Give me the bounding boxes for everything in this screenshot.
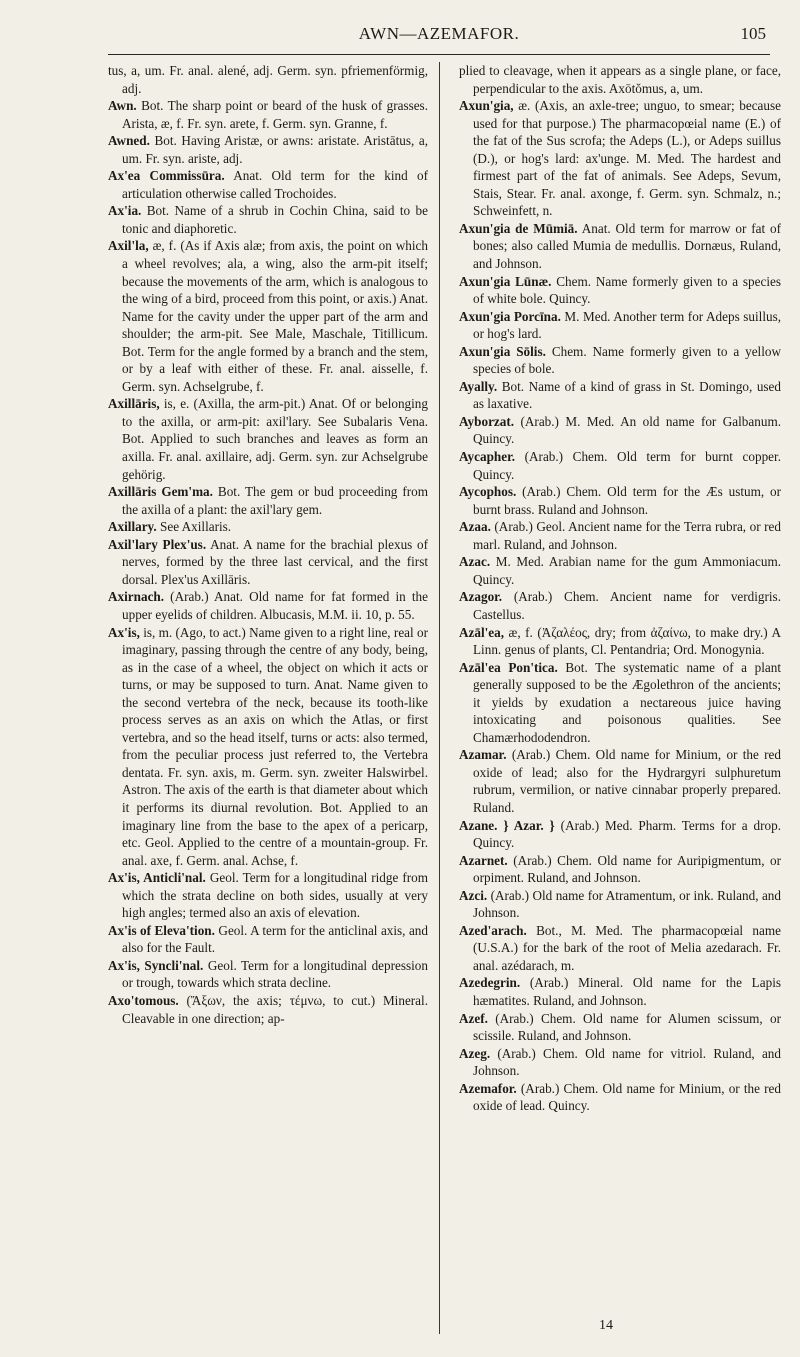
entry-definition: (Arab.) Geol. Ancient name for the Terra rubra, or red marl. Ruland, and Johnson. [473, 519, 781, 552]
dictionary-entry [108, 97, 428, 132]
entry-headword: Axil'la, [108, 238, 149, 254]
page-number: 105 [740, 24, 766, 43]
entry-definition: Bot. The sharp point or beard of the husk of grasses. Arista, æ, f. Fr. syn. arete, f. Germ. syn. Granne, f. [122, 98, 428, 131]
entry-headword: Axillāris, [108, 396, 160, 412]
dictionary-entry [459, 817, 781, 852]
entry-definition: (Arab.) Med. Pharm. Terms for a drop. Quincy. [473, 817, 781, 851]
dictionary-entry [108, 167, 428, 202]
dictionary-entry [108, 957, 428, 992]
entry-headword: Axun'gia Lūnæ. [459, 273, 552, 289]
dictionary-entry [108, 992, 428, 1027]
entry-definition: Chem. Name formerly given to a species of white bole. Quincy. [473, 273, 781, 307]
entry-definition: M. Med. Another term for Adeps suillus, or hog's lard. [473, 308, 782, 342]
entry-headword: Azāl'ea Pon'tica. [459, 659, 558, 675]
entry-definition: æ, f. (As if Axis alæ; from axis, the point on which a wheel revolves; ala, a wing, also the arm-pit itself; because the movements of the arm, which is analogous to the wing of a bird, proceed from this point, or axis.) Anat. Name for the cavity under the upper part of the arm and shoulder; the arm-pit. See Male, Maschale, Titillicum. Bot. Term for the angle formed by a branch and the stem, or by a leaf with either of these. Fr. anal. aisselle, f. Germ. syn. Achselgrube, f. [122, 238, 428, 394]
entry-definition: Geol. Term for a longitudinal ridge from which the strata decline on both sides, usually at very high angles; termed also an axis of elevation. [122, 870, 429, 921]
dictionary-entry [108, 62, 428, 97]
entry-headword: Azac. [459, 554, 491, 570]
entry-definition: (Arab.) Chem. Old name for Auripigmentum, or orpiment. Ruland, and Johnson. [473, 852, 781, 886]
entry-headword: Ax'is, Anticli'nal. [108, 870, 206, 886]
entry-headword: Ax'is of Eleva'tion. [108, 922, 215, 938]
entry-headword: Axun'gia, [459, 98, 514, 114]
entry-headword: Axil'lary Plex'us. [108, 536, 207, 552]
dictionary-entry [108, 132, 428, 167]
left-column [108, 62, 428, 1027]
entry-headword: Azci. [459, 887, 488, 903]
dictionary-entry [108, 395, 428, 483]
entry-definition: (Ἄξων, the axis; τέμνω, to cut.) Mineral. Cleavable in one direction; ap- [122, 992, 428, 1026]
dictionary-entry [459, 624, 781, 659]
dictionary-entry [459, 1080, 781, 1115]
entry-definition: Bot. The gem or bud proceeding from the axilla of a plant: the axil'lary gem. [122, 484, 428, 517]
dictionary-entry [108, 624, 428, 870]
dictionary-entry [459, 852, 781, 887]
entry-definition: (Arab.) Chem. Old name for Alumen scissum, or scissile. Ruland, and Johnson. [473, 1010, 781, 1044]
entry-definition: (Arab.) M. Med. An old name for Galbanum. Quincy. [473, 413, 781, 447]
entry-definition: M. Med. Arabian name for the gum Ammoniacum. Quincy. [473, 554, 781, 587]
entry-definition: (Arab.) Old name for Atramentum, or ink. Ruland, and Johnson. [473, 887, 781, 921]
entry-headword: Azāl'ea, [459, 624, 505, 640]
dictionary-entry [459, 553, 781, 588]
dictionary-entry [108, 237, 428, 395]
entry-definition: Geol. A term for the anticlinal axis, and also for the Fault. [122, 922, 428, 956]
dictionary-entry [459, 273, 781, 308]
entry-definition: See Axillaris. [156, 519, 232, 535]
entry-headword: Azemafor. [459, 1080, 517, 1096]
entry-headword: Azeg. [459, 1045, 491, 1061]
entry-headword: Ax'is, Syncli'nal. [108, 957, 204, 973]
entry-definition: (Arab.) Chem. Old term for burnt copper. Quincy. [473, 449, 781, 482]
entry-definition: æ. (Axis, an axle-tree; unguo, to smear; because used for that purpose.) The pharmacopœial name (E.) of the fat of the Sus scrofa; the Adeps (L.), or Adeps suillus (D.), or hog's lard: ax'unge. M. Med. The hardest and firmest part of the fat of animals. See Adeps, Sevum, Stais, Stear. Fr. anal. axonge, f. Germ. syn. Schmalz, n.; Schweinfett, n. [473, 98, 781, 219]
right-column [459, 62, 781, 1115]
dictionary-entry [459, 308, 781, 343]
entry-headword: Azaa. [459, 519, 491, 535]
dictionary-entry [459, 974, 781, 1009]
entry-definition: Bot., M. Med. The pharmacopœial name (U.S.A.) for the bark of the root of Melia azedarach. Fr. anal. azédarach, m. [473, 922, 781, 973]
dictionary-entry [459, 1045, 781, 1080]
dictionary-entry [459, 887, 781, 922]
entry-definition: Bot. The systematic name of a plant generally supposed to be the Ægolethron of the ancients; it yields by exudation a nectareous juice having intoxicating and poisonous qualities. See Chamærhododendron. [473, 659, 781, 745]
entry-definition: Anat. Old term for the kind of articulation otherwise called Trochoides. [122, 168, 428, 201]
dictionary-entry [108, 202, 428, 237]
entry-definition: Bot. Name of a shrub in Cochin China, said to be tonic and diaphoretic. [122, 203, 428, 236]
entry-definition: (Arab.) Mineral. Old name for the Lapis hæmatites. Ruland, and Johnson. [473, 975, 781, 1008]
entry-headword: Axun'gia Porcīna. [459, 308, 561, 324]
dictionary-entry [459, 588, 781, 623]
entry-headword: Awn. [108, 98, 137, 114]
dictionary-entry [459, 448, 781, 483]
entry-definition: Bot. Having Aristæ, or awns: aristate. Aristātus, a, um. Fr. syn. ariste, adj. [122, 133, 428, 166]
entry-headword: Axo'tomous. [108, 992, 179, 1008]
entry-headword: Axun'gia Sōlis. [459, 343, 546, 359]
entry-headword: Axillāris Gem'ma. [108, 484, 213, 500]
entry-headword: Azarnet. [459, 852, 508, 868]
entry-definition: (Arab.) Chem. Old name for Minium, or the red oxide of lead. Quincy. [473, 1080, 781, 1114]
entry-definition: (Arab.) Anat. Old name for fat formed in the upper eyelids of children. Albucasis, M.M. ii. 10, p. 55. [122, 589, 428, 622]
entry-headword: Ax'is, [108, 624, 140, 640]
entry-definition: is, e. (Axilla, the arm-pit.) Anat. Of or belonging to the axilla, or arm-pit: axil'lary. See Subalaris Vena. Bot. Applied to such branches and leaves as form an axilla. Fr. anal. axillaire, adj. Germ. syn. zur Achselgrube gehörig. [122, 396, 428, 482]
entry-definition: Chem. Name formerly given to a yellow species of bole. [473, 343, 781, 377]
column-divider [439, 62, 440, 1334]
dictionary-entry [459, 413, 781, 448]
dictionary-entry [108, 869, 428, 922]
entry-headword: Axillary. [108, 519, 157, 535]
entry-definition: (Arab.) Chem. Ancient name for verdigris. Castellus. [473, 589, 781, 622]
entry-headword: Azamar. [459, 747, 507, 763]
entry-headword: Axun'gia de Mūmiā. [459, 220, 578, 236]
dictionary-entry [459, 220, 781, 273]
dictionary-entry [459, 378, 781, 413]
entry-definition: plied to cleavage, when it appears as a single plane, or face, perpendicular to the axis. Axōtŏmus, a, um. [459, 63, 781, 96]
entry-headword: Axirnach. [108, 589, 165, 605]
entry-headword: Azedegrin. [459, 975, 521, 991]
entry-headword: Azed'arach. [459, 922, 527, 938]
dictionary-entry [459, 62, 781, 97]
entry-headword: Ax'ea Commissūra. [108, 168, 225, 184]
dictionary-entry [108, 922, 428, 957]
entry-definition: Geol. Term for a longitudinal depression or trough, towards which strata decline. [122, 957, 428, 991]
signature-mark: 14 [599, 1318, 613, 1333]
entry-headword: Azagor. [459, 589, 503, 605]
dictionary-entry [108, 518, 428, 536]
dictionary-entry [459, 659, 781, 747]
entry-definition: Anat. A name for the brachial plexus of nerves, formed by the three last cervical, and the first dorsal. Plex'us Axillāris. [122, 536, 428, 587]
dictionary-entry [108, 588, 428, 623]
entry-definition: Bot. Name of a kind of grass in St. Domingo, used as laxative. [473, 378, 781, 412]
dictionary-entry [459, 518, 781, 553]
dictionary-entry [108, 536, 428, 589]
dictionary-entry [459, 483, 781, 518]
entry-headword: Azane. } Azar. } [459, 817, 555, 833]
entry-headword: Ax'ia. [108, 203, 142, 219]
dictionary-entry [459, 97, 781, 220]
dictionary-entry [108, 483, 428, 518]
entry-definition: æ, f. (Ἀζαλέος, dry; from ἀζαίνω, to make dry.) A Linn. genus of plants, Cl. Pentandria; Ord. Monogynia. [473, 624, 781, 658]
dictionary-entry [459, 1010, 781, 1045]
dictionary-entry [459, 922, 781, 975]
entry-definition: (Arab.) Chem. Old term for the Æs ustum, or burnt brass. Ruland and Johnson. [473, 484, 781, 517]
page-header [108, 20, 770, 55]
entry-headword: Azef. [459, 1010, 488, 1026]
entry-headword: Ayally. [459, 378, 498, 394]
entry-definition: (Arab.) Chem. Old name for vitriol. Ruland, and Johnson. [473, 1045, 781, 1079]
entry-headword: Awned. [108, 133, 150, 149]
entry-definition: is, m. (Ago, to act.) Name given to a right line, real or imaginary, passing through the centre of any body, being, as in the case of a wheel, the object on which it acts or turns, or may be supposed to turn. Anat. Name given to the second vertebra of the neck, because its tooth-like process serves as an axis on which the Atlas, or first vertebra, and so the head itself, turns or acts: also termed, from the peculiar process just referred to, the Vertebra dentata. Fr. syn. axis, m. Germ. syn. zweiter Halswirbel. Astron. The axis of the earth is that diameter about which it performs its diurnal revolution. Bot. Applied to an imaginary line from the base to the apex of a pericarp, etc. Geol. Applied to the centre of a mountain-group. Fr. anal. axe, f. Germ. anal. Achse, f. [122, 624, 428, 868]
dictionary-entry [459, 343, 781, 378]
entry-headword: Aycapher. [459, 449, 516, 465]
entry-definition: tus, a, um. Fr. anal. alené, adj. Germ. syn. pfriemenförmig, adj. [108, 63, 428, 96]
entry-headword: Ayborzat. [459, 413, 515, 429]
entry-definition: (Arab.) Chem. Old name for Minium, or the red oxide of lead; also for the Hydrargyri sulphuretum rubrum, vermilion, or native cinnabar properly prepared. Ruland. [473, 747, 781, 815]
dictionary-entry [459, 746, 781, 816]
entry-headword: Aycophos. [459, 484, 517, 500]
running-title: AWN—AZEMAFOR. [358, 24, 520, 43]
entry-definition: Anat. Old term for marrow or fat of bones; also called Mumia de medullis. Dornæus, Ruland, and Johnson. [473, 220, 782, 272]
